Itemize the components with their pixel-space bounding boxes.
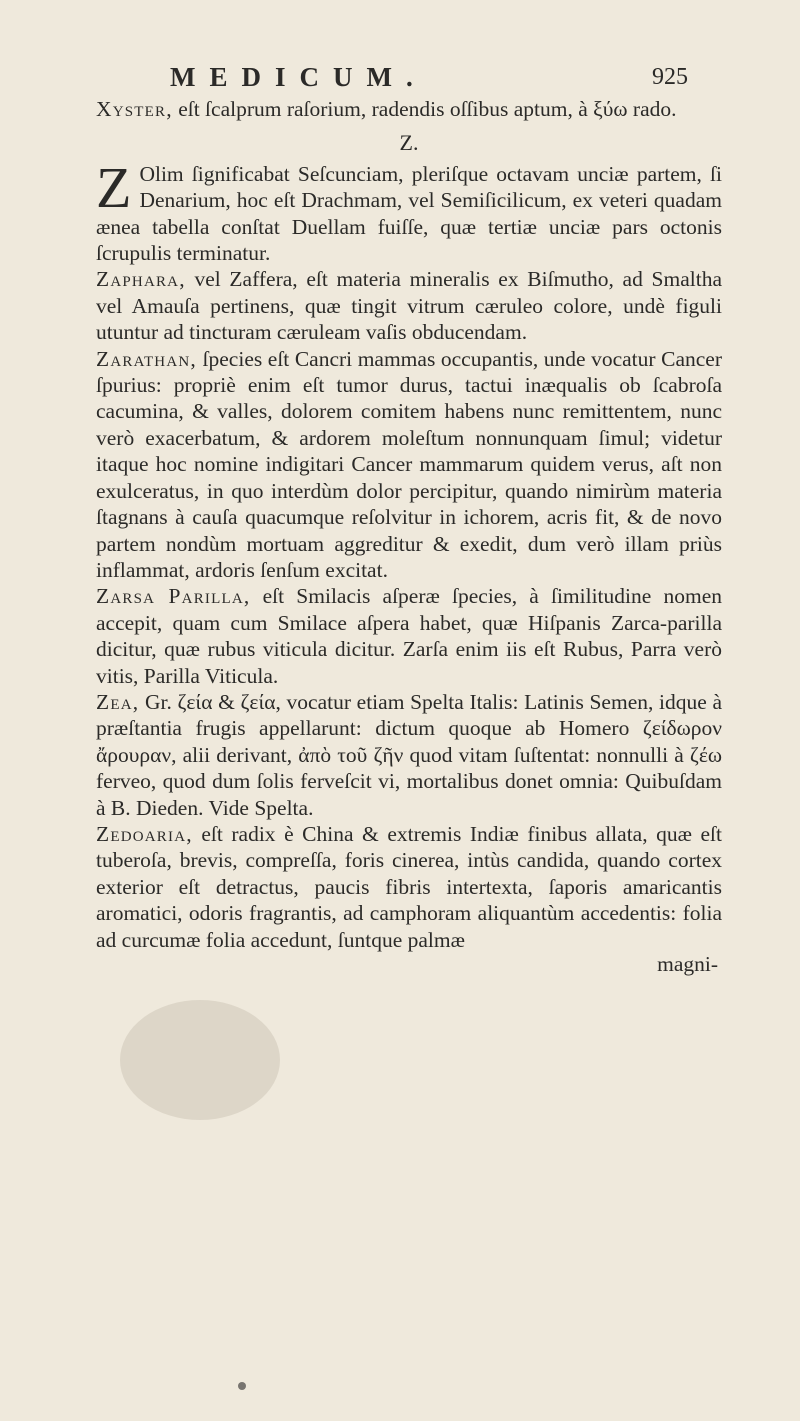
- entry-zea: [96, 689, 722, 821]
- headword: Zedoaria,: [96, 821, 193, 846]
- entry-xyster: [96, 96, 722, 122]
- headword: Zea,: [96, 689, 140, 714]
- entry-text: Gr. ζεία & ζεία, vocatur etiam Spelta Italis: Latinis Semen, idque à præſtantia frugis appellarunt: dictum quoque ab Homero ζείδωρον ἄρουραν, alii derivant, ἀπὸ τοῦ ζῆν quod vitam ſuſtentat: nonnulli à ζέω ferveo, quod dum ſolis ferveſcit vi, mortalibus donet omnia: Quibuſdam à B. Dieden. Vide Spelta.: [96, 689, 722, 820]
- entry-text: Olim ſignificabat Seſcunciam, pleriſque octavam unciæ partem, ſi Denarium, hoc eſt Drachmam, vel Semiſicilicum, ex veteri quadam ænea tabella conſtat Duellam fuiſſe, quæ tertiæ unciæ pars octonis ſcrupulis terminatur.: [96, 161, 722, 266]
- entry-zedoaria: [96, 821, 722, 953]
- entry-text: ſpecies eſt Cancri mammas occupantis, unde vocatur Cancer ſpurius: propriè enim eſt tumor durus, tactui inæqualis ob ſcabroſa cacumina, & valles, dolorem comitem habens nunc remittentem, nunc verò exacerbatum, & ardorem moleſtum nonnunquam ſimul; videtur itaque hoc nomine indigitari Cancer mammarum quidem verus, aſt non exulceratus, in quo interdùm dolor percipitur, quando nimirùm materia ſtagnans à cauſa quacumque reſolvitur in ichorem, acris fit, & de novo partem nondùm mortuam aggreditur & exedit, dum verò illam priùs inflammat, ardoris ſenſum excitat.: [96, 346, 722, 582]
- entry-text: eſt radix è China & extremis Indiæ finibus allata, quæ eſt tuberoſa, brevis, compreſſa, foris cinerea, intùs candida, quando cortex exterior eſt detractus, paucis fibris intertexta, ſaporis amaricantis aromatici, odoris fragrantis, ad camphoram aliquantùm accedentis: folia ad curcumæ folia accedunt, ſuntque palmæ: [96, 821, 722, 952]
- entry-text: vel Zafferа, eſt materia mineralis ex Biſmutho, ad Smaltha vel Amauſa pertinens, quæ tingit vitrum cæruleo colore, undè figuli utuntur ad tincturam cæruleam vaſis obducendam.: [96, 267, 722, 345]
- entry-zarsa-parilla: [96, 583, 722, 689]
- catchword: magni-: [657, 952, 718, 976]
- ink-spot: [238, 1382, 246, 1390]
- headword: Zarsa Parilla,: [96, 584, 251, 609]
- headword: Zaphara,: [96, 267, 186, 292]
- paper-stain: [120, 1000, 280, 1120]
- entry-text: eſt ſcalprum raſorium, radendis oſſibus aptum, à ξύω rado.: [172, 97, 677, 121]
- entry-text: eſt Smilacis aſperæ ſpecies, à ſimilitudine nomen accepit, quam cum Smilace aſpera habet, quæ Hiſpanis Zarca-parilla dicitur, quæ rubus viticula dicitur. Zarſa enim iis eſt Rubus, Parra verò vitis, Parilla Viticula.: [96, 584, 722, 688]
- section-letter: Z.: [399, 130, 419, 156]
- page-number: 925: [652, 64, 688, 90]
- text-body: [96, 96, 722, 977]
- entry-zaphara: [96, 266, 722, 345]
- entry-zarathan: [96, 346, 722, 584]
- drop-cap: Z: [96, 154, 132, 220]
- entry-z: [96, 154, 722, 267]
- running-head: MEDICUM.: [170, 62, 427, 92]
- headword: Zarathan,: [96, 346, 197, 371]
- headword: Xyster,: [96, 97, 173, 121]
